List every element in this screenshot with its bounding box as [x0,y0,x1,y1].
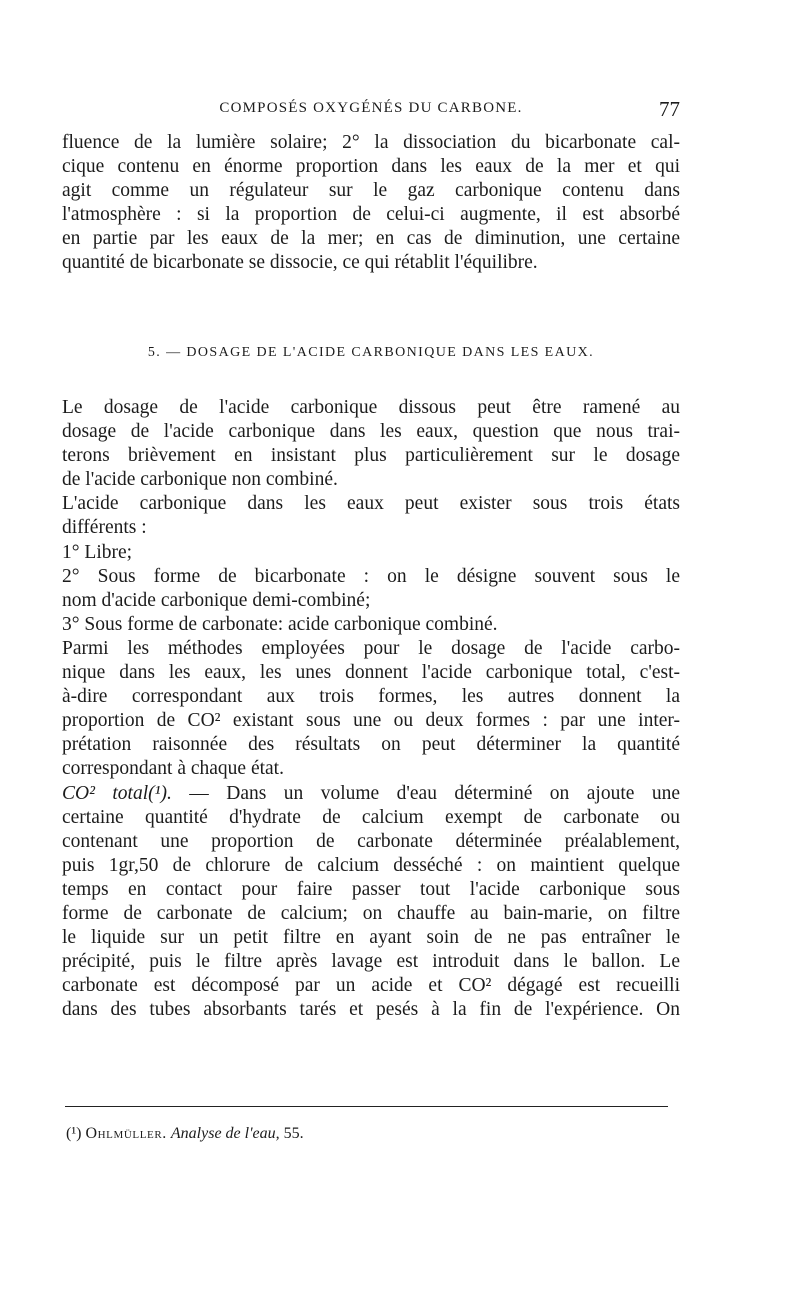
section-body [62,396,680,1022]
text-line: correspondant à chaque état. [62,758,284,780]
footnote-title: Analyse de l'eau, [170,1125,280,1142]
footnote-marker: (¹) [66,1125,82,1142]
text-line: contenant une proportion de carbonate déterminée préalablement, [62,830,680,852]
text-line: Le dosage de l'acide carbonique dissous peut être ramené au [62,397,680,418]
text-line: proportion de CO² existant sous une ou deux formes : par une inter- [62,710,680,732]
list-item: 2° Sous forme de bicarbonate : on le désigne souvent sous le [62,565,680,587]
text-line: précipité, puis le filtre après lavage est introduit dans le ballon. Le [62,951,680,973]
text-line: agit comme un régulateur sur le gaz carbonique contenu dans [62,180,680,202]
text-line: cique contenu en énorme proportion dans les eaux de la mer et qui [62,156,680,178]
list-item: 3° Sous forme de carbonate: acide carbonique combiné. [62,613,498,635]
text-line: forme de carbonate de calcium; on chauffe au bain-marie, on filtre [62,902,680,924]
run-in-heading: CO² total(¹). [62,782,172,804]
list-item: nom d'acide carbonique demi-combiné; [62,589,371,611]
text-line: fluence de la lumière solaire; 2° la dissociation du bicarbonate cal- [62,132,680,153]
text-line: à-dire correspondant aux trois formes, les autres donnent la [62,686,680,708]
text-line: terons brièvement en insistant plus particulièrement sur le dosage [62,445,680,467]
page-header [62,97,680,124]
text-line: différents : [62,517,147,539]
text-line: de l'acide carbonique non combiné. [62,469,338,491]
footnote-author: Ohlmüller. [85,1125,167,1142]
text-line: dosage de l'acide carbonique dans les eaux, question que nous trai- [62,421,680,443]
text-line: carbonate est décomposé par un acide et CO² dégagé est recueilli [62,975,680,997]
text-line: Parmi les méthodes employées pour le dosage de l'acide carbo- [62,637,680,659]
list-item: 1° Libre; [62,541,133,563]
text-line: temps en contact pour faire passer tout l'acide carbonique sous [62,878,680,900]
page-number: 77 [659,97,680,121]
footnote [66,1125,304,1143]
text-line-rest: — Dans un volume d'eau déterminé on ajoute une [171,782,680,804]
text-line: quantité de bicarbonate se dissocie, ce qui rétablit l'équilibre. [62,252,538,274]
text-line: prétation raisonnée des résultats on peut déterminer la quantité [62,734,680,756]
text-line: en partie par les eaux de la mer; en cas de diminution, une certaine [62,228,680,250]
section-heading: 5. — DOSAGE DE L'ACIDE CARBONIQUE DANS LES EAUX. [147,345,595,360]
text-line: L'acide carbonique dans les eaux peut exister sous trois états [62,493,680,515]
running-head: COMPOSÉS OXYGÉNÉS DU CARBONE. [219,100,523,116]
text-line: l'atmosphère : si la proportion de celui-ci augmente, il est absorbé [62,204,680,226]
footnote-divider [65,1106,668,1107]
text-line [62,782,680,806]
text-line: nique dans les eaux, les unes donnent l'acide carbonique total, c'est- [62,662,680,684]
text-line: puis 1gr,50 de chlorure de calcium desséché : on maintient quelque [62,854,680,876]
text-line: dans des tubes absorbants tarés et pesés à la fin de l'expérience. On [62,999,680,1021]
paragraph-continuation [62,131,680,276]
text-line: le liquide sur un petit filtre en ayant soin de ne pas entraîner le [62,927,680,949]
text-line: certaine quantité d'hydrate de calcium exempt de carbonate ou [62,806,680,828]
footnote-page: 55. [283,1125,304,1142]
